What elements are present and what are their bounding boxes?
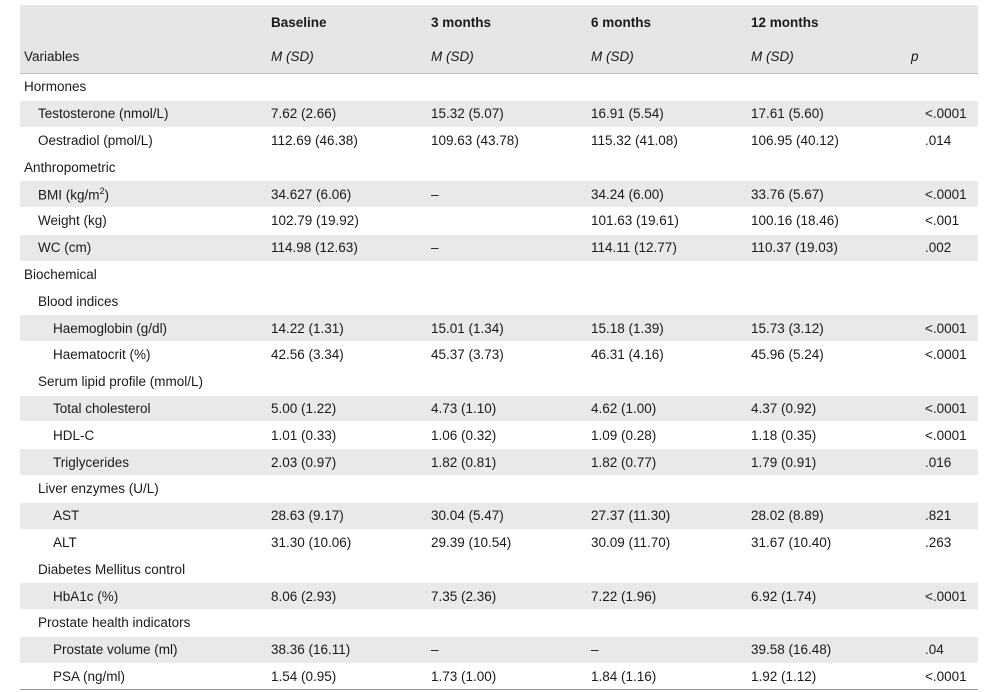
value-cell: 7.35 (2.36) xyxy=(427,583,587,610)
section-label: Serum lipid profile (mmol/L) xyxy=(20,368,978,395)
value-cell: 42.56 (3.34) xyxy=(267,341,427,368)
value-cell: 29.39 (10.54) xyxy=(427,529,587,556)
value-cell: – xyxy=(587,636,747,663)
variable-label-text: WC (cm) xyxy=(38,240,92,256)
section-row xyxy=(20,556,978,583)
variable-label-text: HDL-C xyxy=(53,427,95,443)
table-row xyxy=(20,207,978,234)
value-cell: 5.00 (1.22) xyxy=(267,395,427,422)
section-row xyxy=(20,609,978,636)
variable-label-text: Weight (kg) xyxy=(38,213,107,229)
value-cell: 33.76 (5.67) xyxy=(747,181,907,208)
table-row xyxy=(20,341,978,368)
value-cell: 46.31 (4.16) xyxy=(587,341,747,368)
p-value-cell: <.0001 xyxy=(907,341,978,368)
p-value-cell: <.0001 xyxy=(907,663,978,690)
header-6-months: 6 months xyxy=(587,5,747,39)
value-cell: 15.01 (1.34) xyxy=(427,315,587,342)
header-p-value: p xyxy=(907,39,978,74)
value-cell: 1.79 (0.91) xyxy=(747,449,907,476)
value-cell: 28.63 (9.17) xyxy=(267,502,427,529)
value-cell: 4.37 (0.92) xyxy=(747,395,907,422)
value-cell: 115.32 (41.08) xyxy=(587,127,747,154)
value-cell: 15.73 (3.12) xyxy=(747,315,907,342)
p-value-cell: .002 xyxy=(907,234,978,261)
value-cell: 45.96 (5.24) xyxy=(747,341,907,368)
value-cell: 1.82 (0.77) xyxy=(587,449,747,476)
variable-label-text: BMI (kg/m xyxy=(38,187,100,203)
variable-label-suffix: ) xyxy=(104,187,110,203)
variable-label xyxy=(20,395,267,422)
variable-label-text: ALT xyxy=(53,534,77,550)
section-row xyxy=(20,475,978,502)
value-cell: 100.16 (18.46) xyxy=(747,207,907,234)
header-3-months: 3 months xyxy=(427,5,587,39)
value-cell: 8.06 (2.93) xyxy=(267,583,427,610)
p-value-cell: <.0001 xyxy=(907,315,978,342)
variable-label xyxy=(20,422,267,449)
variable-label xyxy=(20,181,267,208)
section-label: Prostate health indicators xyxy=(20,609,978,636)
table-row xyxy=(20,449,978,476)
table-header xyxy=(20,5,978,74)
p-value-cell: .821 xyxy=(907,502,978,529)
value-cell: 106.95 (40.12) xyxy=(747,127,907,154)
p-value-cell: <.0001 xyxy=(907,583,978,610)
p-value-cell: <.0001 xyxy=(907,100,978,127)
value-cell: – xyxy=(427,636,587,663)
header-12-months: 12 months xyxy=(747,5,907,39)
value-cell: 1.84 (1.16) xyxy=(587,663,747,690)
section-row xyxy=(20,261,978,288)
value-cell: 31.67 (10.40) xyxy=(747,529,907,556)
value-cell: 7.62 (2.66) xyxy=(267,100,427,127)
variable-label-text: Prostate volume (ml) xyxy=(53,642,178,658)
section-label: Blood indices xyxy=(20,288,978,315)
section-row xyxy=(20,74,978,101)
value-cell: 4.73 (1.10) xyxy=(427,395,587,422)
table-row xyxy=(20,502,978,529)
section-row xyxy=(20,288,978,315)
section-label: Liver enzymes (U/L) xyxy=(20,475,978,502)
table-row xyxy=(20,529,978,556)
variable-label xyxy=(20,127,267,154)
value-cell: 114.98 (12.63) xyxy=(267,234,427,261)
header-empty-cell xyxy=(907,5,978,39)
value-cell: 17.61 (5.60) xyxy=(747,100,907,127)
unit-superscript: 2 xyxy=(99,185,105,196)
variable-label-text: Total cholesterol xyxy=(53,400,151,416)
value-cell: – xyxy=(427,181,587,208)
table-row xyxy=(20,395,978,422)
section-label: Diabetes Mellitus control xyxy=(20,556,978,583)
p-value-cell: <.0001 xyxy=(907,181,978,208)
value-cell: 114.11 (12.77) xyxy=(587,234,747,261)
table-row xyxy=(20,422,978,449)
value-cell: 15.18 (1.39) xyxy=(587,315,747,342)
variable-label xyxy=(20,100,267,127)
header-row-timepoints xyxy=(20,5,978,39)
value-cell: 15.32 (5.07) xyxy=(427,100,587,127)
table-body xyxy=(20,74,978,690)
table-row xyxy=(20,234,978,261)
header-stat-6-months: M (SD) xyxy=(587,39,747,74)
value-cell: 6.92 (1.74) xyxy=(747,583,907,610)
variable-label xyxy=(20,207,267,234)
value-cell: 45.37 (3.73) xyxy=(427,341,587,368)
value-cell: 102.79 (19.92) xyxy=(267,207,427,234)
variable-label xyxy=(20,663,267,690)
value-cell: 30.04 (5.47) xyxy=(427,502,587,529)
p-value-cell: <.0001 xyxy=(907,422,978,449)
p-value-cell: .263 xyxy=(907,529,978,556)
results-table xyxy=(20,5,978,690)
value-cell: 28.02 (8.89) xyxy=(747,502,907,529)
value-cell: 31.30 (10.06) xyxy=(267,529,427,556)
value-cell: 109.63 (43.78) xyxy=(427,127,587,154)
variable-label xyxy=(20,449,267,476)
table-row xyxy=(20,663,978,690)
value-cell: 2.03 (0.97) xyxy=(267,449,427,476)
value-cell: 4.62 (1.00) xyxy=(587,395,747,422)
table-row xyxy=(20,100,978,127)
header-variables: Variables xyxy=(20,39,267,74)
header-row-stats xyxy=(20,39,978,74)
variable-label xyxy=(20,234,267,261)
p-value-cell: <.0001 xyxy=(907,395,978,422)
value-cell: 30.09 (11.70) xyxy=(587,529,747,556)
variable-label xyxy=(20,502,267,529)
header-baseline: Baseline xyxy=(267,5,427,39)
value-cell: 7.22 (1.96) xyxy=(587,583,747,610)
table-row xyxy=(20,583,978,610)
variable-label-text: Haemoglobin (g/dl) xyxy=(53,320,168,336)
variable-label xyxy=(20,583,267,610)
value-cell: 39.58 (16.48) xyxy=(747,636,907,663)
value-cell: – xyxy=(427,234,587,261)
value-cell: 101.63 (19.61) xyxy=(587,207,747,234)
section-row xyxy=(20,154,978,181)
variable-label xyxy=(20,529,267,556)
header-stat-baseline: M (SD) xyxy=(267,39,427,74)
variable-label-text: Haematocrit (%) xyxy=(53,347,151,363)
value-cell: 34.24 (6.00) xyxy=(587,181,747,208)
p-value-cell: .016 xyxy=(907,449,978,476)
value-cell: 110.37 (19.03) xyxy=(747,234,907,261)
variable-label xyxy=(20,636,267,663)
section-label: Anthropometric xyxy=(20,154,978,181)
section-label: Hormones xyxy=(20,74,978,101)
value-cell: 1.09 (0.28) xyxy=(587,422,747,449)
variable-label-text: Triglycerides xyxy=(53,454,130,470)
section-label: Biochemical xyxy=(20,261,978,288)
value-cell: 1.06 (0.32) xyxy=(427,422,587,449)
variable-label xyxy=(20,315,267,342)
p-value-cell: .014 xyxy=(907,127,978,154)
variable-label-text: HbA1c (%) xyxy=(53,588,119,604)
results-table-container xyxy=(20,5,978,690)
value-cell: 1.92 (1.12) xyxy=(747,663,907,690)
header-stat-12-months: M (SD) xyxy=(747,39,907,74)
variable-label-text: PSA (ng/ml) xyxy=(53,668,126,684)
value-cell: 1.18 (0.35) xyxy=(747,422,907,449)
section-row xyxy=(20,368,978,395)
value-cell: 38.36 (16.11) xyxy=(267,636,427,663)
value-cell xyxy=(427,207,587,234)
value-cell: 14.22 (1.31) xyxy=(267,315,427,342)
variable-label xyxy=(20,341,267,368)
header-stat-3-months: M (SD) xyxy=(427,39,587,74)
value-cell: 1.01 (0.33) xyxy=(267,422,427,449)
value-cell: 34.627 (6.06) xyxy=(267,181,427,208)
value-cell: 27.37 (11.30) xyxy=(587,502,747,529)
table-row xyxy=(20,315,978,342)
header-empty-cell xyxy=(20,5,267,39)
p-value-cell: .04 xyxy=(907,636,978,663)
variable-label-text: Oestradiol (pmol/L) xyxy=(38,132,153,148)
value-cell: 1.73 (1.00) xyxy=(427,663,587,690)
value-cell: 16.91 (5.54) xyxy=(587,100,747,127)
table-row xyxy=(20,181,978,208)
value-cell: 112.69 (46.38) xyxy=(267,127,427,154)
value-cell: 1.54 (0.95) xyxy=(267,663,427,690)
table-row xyxy=(20,636,978,663)
variable-label-text: Testosterone (nmol/L) xyxy=(38,106,169,122)
value-cell: 1.82 (0.81) xyxy=(427,449,587,476)
p-value-cell: <.001 xyxy=(907,207,978,234)
variable-label-text: AST xyxy=(53,508,80,524)
table-row xyxy=(20,127,978,154)
